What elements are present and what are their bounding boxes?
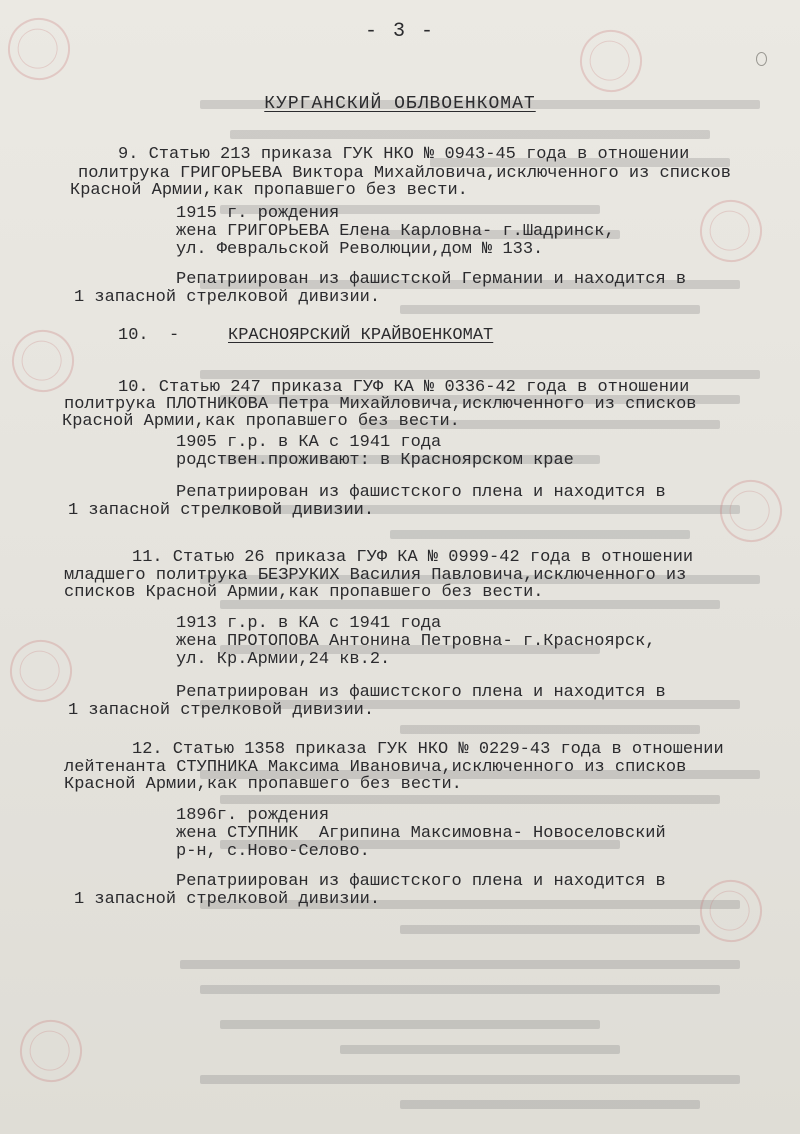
entry-11-line-2: младшего политрука БЕЗРУКИХ Василия Павловича,исключенного из <box>64 566 687 585</box>
entry-12-division: 1 запасной стрелковой дивизии. <box>74 890 381 909</box>
stamp-mark <box>9 1009 94 1094</box>
entry-9-repatriation: Репатриирован из фашистской Германии и находится в <box>176 270 687 289</box>
entry-9-line-1: 9. Статью 213 приказа ГУК НКО № 0943-45 года в отношении <box>118 145 690 164</box>
entry-12-line-3: Красной Армии,как пропавшего без вести. <box>64 775 462 794</box>
entry-10-division: 1 запасной стрелковой дивизии. <box>68 501 375 520</box>
page-number: - 3 - <box>364 20 435 43</box>
entry-9-line-3: Красной Армии,как пропавшего без вести. <box>70 181 468 200</box>
entry-10-birth: 1905 г.р. в КА с 1941 года <box>176 433 442 452</box>
entry-10-line-1: 10. Статью 247 приказа ГУФ КА № 0336-42 года в отношении <box>118 378 690 397</box>
entry-11-line-3: списков Красной Армии,как пропавшего без вести. <box>64 583 544 602</box>
entry-11-division: 1 запасной стрелковой дивизии. <box>68 701 375 720</box>
region-heading-kurgan: КУРГАНСКИЙ ОБЛВОЕНКОМАТ <box>264 94 536 114</box>
entry-11-address: ул. Кр.Армии,24 кв.2. <box>176 650 391 669</box>
entry-12-line-1: 12. Статью 1358 приказа ГУК НКО № 0229-43 года в отношении <box>132 740 724 759</box>
entry-12-repatriation: Репатриирован из фашистского плена и находится в <box>176 872 666 891</box>
stamp-mark <box>1 319 86 404</box>
entry-9-address: ул. Февральской Революции,дом № 133. <box>176 240 544 259</box>
entry-10-line-3: Красной Армии,как пропавшего без вести. <box>62 412 460 431</box>
entry-12-birth: 1896г. рождения <box>176 806 330 825</box>
entry-10-line-2: политрука ПЛОТНИКОВА Петра Михайловича,исключенного из списков <box>64 395 697 414</box>
entry-12-address: р-н, с.Ново-Селово. <box>176 842 370 861</box>
entry-9-line-2: политрука ГРИГОРЬЕВА Виктора Михайловича,исключенного из списков <box>78 164 731 183</box>
entry-9-division: 1 запасной стрелковой дивизии. <box>74 288 381 307</box>
entry-12-relative: жена СТУПНИК Агрипина Максимовна- Новоселовский <box>176 824 666 843</box>
region-heading-krasnoyarsk: КРАСНОЯРСКИЙ КРАЙВОЕНКОМАТ <box>228 326 494 345</box>
stamp-mark <box>689 189 774 274</box>
entry-10-relative: родствен.проживают: в Красноярском крае <box>176 451 574 470</box>
entry-11-repatriation: Репатриирован из фашистского плена и находится в <box>176 683 666 702</box>
entry-9-birth: 1915 г. рождения <box>176 204 340 223</box>
punch-hole <box>756 52 767 66</box>
entry-9-relative: жена ГРИГОРЬЕВА Елена Карловна- г.Шадринск, <box>176 222 615 241</box>
entry-10-repatriation: Репатриирован из фашистского плена и находится в <box>176 483 666 502</box>
entry-11-birth: 1913 г.р. в КА с 1941 года <box>176 614 442 633</box>
stamp-mark <box>0 7 81 92</box>
stamp-mark <box>689 869 774 954</box>
region-prefix: 10. - <box>118 326 180 345</box>
entry-11-line-1: 11. Статью 26 приказа ГУФ КА № 0999-42 года в отношении <box>132 548 694 567</box>
stamp-mark <box>709 469 794 554</box>
entry-12-line-2: лейтенанта СТУПНИКА Максима Ивановича,исключенного из списков <box>64 758 687 777</box>
entry-11-relative: жена ПРОТОПОВА Антонина Петровна- г.Красноярск, <box>176 632 656 651</box>
